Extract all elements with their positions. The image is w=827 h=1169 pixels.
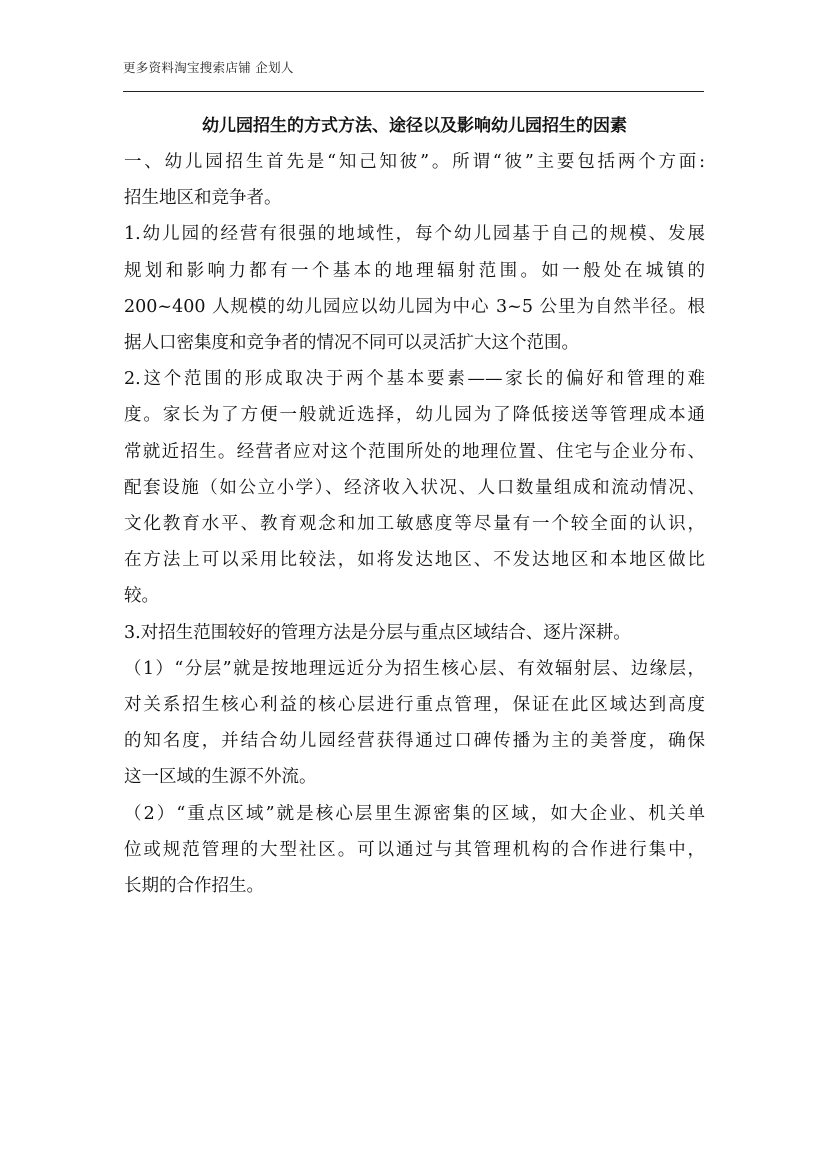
- text-line: 一、幼儿园招生首先是“知己知彼”。所谓“彼”主要包括两个方面:: [124, 152, 705, 172]
- text-line: 位或规范管理的大型社区。可以通过与其管理机构的合作进行集中，: [124, 839, 705, 860]
- text-line: 据人口密集度和竞争者的情况不同可以灵活扩大这个范围。: [124, 333, 579, 354]
- text-line: 配套设施（如公立小学）、经济收入状况、人口数量组成和流动情况、: [124, 477, 705, 498]
- text-line: 的知名度，并结合幼儿园经营获得通过口碑传播为主的美誉度，确保: [124, 731, 705, 752]
- text-line: 200~400 人规模的幼儿园应以幼儿园为中心 3~5 公里为自然半径。根: [124, 296, 705, 317]
- text-line: 这一区域的生源不外流。: [124, 767, 317, 788]
- text-line: 招生地区和竞争者。: [124, 188, 282, 209]
- text-line: 对关系招生核心利益的核心层进行重点管理，保证在此区域达到高度: [124, 695, 705, 716]
- paragraph-point-3: [124, 615, 705, 651]
- text-line: 3.对招生范围较好的管理方法是分层与重点区域结合、逐片深耕。: [124, 622, 631, 643]
- text-line: 常就近招生。经营者应对这个范围所处的地理位置、住宅与企业分布、: [124, 441, 705, 462]
- header-divider: [123, 91, 704, 92]
- document-title: 幼儿园招生的方式方法、途径以及影响幼儿园招生的因素: [202, 116, 627, 136]
- paragraph-intro: [124, 144, 705, 216]
- paragraph-subpoint-2: [124, 796, 705, 905]
- paragraph-point-2: [124, 361, 705, 614]
- document-body: [124, 108, 705, 904]
- text-line: 1.幼儿园的经营有很强的地域性，每个幼儿园基于自己的规模、发展: [124, 224, 705, 245]
- text-line: 2.这个范围的形成取决于两个基本要素——家长的偏好和管理的难: [124, 369, 705, 390]
- paragraph-subpoint-1: [124, 651, 705, 796]
- text-line: 在方法上可以采用比较法，如将发达地区、不发达地区和本地区做比: [124, 550, 705, 571]
- paragraph-point-1: [124, 216, 705, 361]
- text-line: （1）“分层”就是按地理远近分为招生核心层、有效辐射层、边缘层，: [124, 658, 705, 679]
- text-line: 规划和影响力都有一个基本的地理辐射范围。如一般处在城镇的: [124, 260, 705, 281]
- page-header-text: 更多资料淘宝搜索店铺 企划人: [123, 60, 294, 75]
- text-line: （2）“重点区域”就是核心层里生源密集的区域，如大企业、机关单: [124, 803, 705, 824]
- text-line: 长期的合作招生。: [124, 876, 264, 897]
- text-line: 度。家长为了方便一般就近选择，幼儿园为了降低接送等管理成本通: [124, 405, 705, 426]
- text-line: 较。: [124, 586, 159, 607]
- text-line: 文化教育水平、教育观念和加工敏感度等尽量有一个较全面的认识，: [124, 514, 705, 535]
